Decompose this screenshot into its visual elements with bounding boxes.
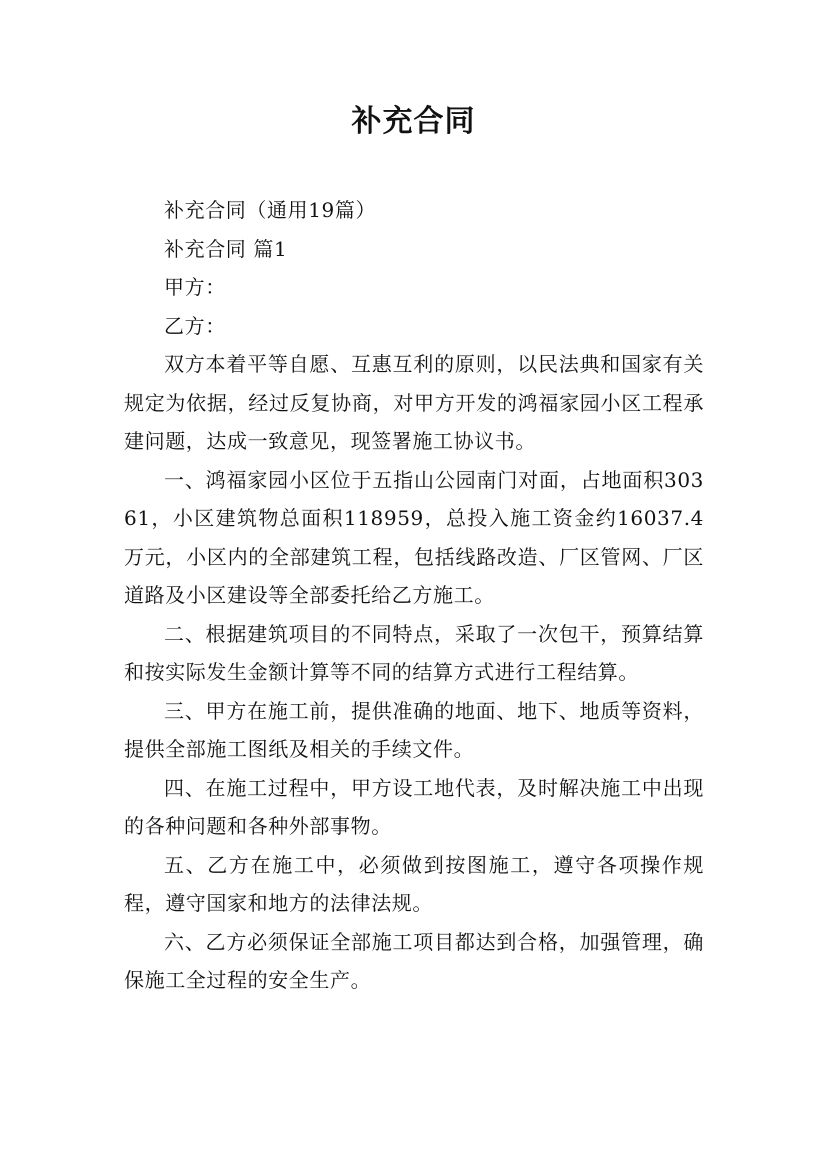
paragraph-clause-5: 五、乙方在施工中，必须做到按图施工，遵守各项操作规程，遵守国家和地方的法律法规。	[124, 852, 704, 915]
paragraph-party-b: 乙方：	[164, 313, 226, 338]
paragraph-clause-3: 三、甲方在施工前，提供准确的地面、地下、地质等资料，提供全部施工图纸及相关的手续文件。	[124, 698, 704, 761]
paragraph-subtitle: 补充合同（通用19篇）	[164, 198, 377, 222]
paragraph-section-heading: 补充合同 篇1	[164, 236, 288, 261]
paragraph-party-a: 甲方：	[164, 275, 226, 299]
paragraph-preamble: 双方本着平等自愿、互惠互利的原则，以民法典和国家有关规定为依据，经过反复协商，对甲方开发的鸿福家园小区工程承建问题，达成一致意见，现签署施工协议书。	[124, 352, 704, 453]
paragraph-clause-6: 六、乙方必须保证全部施工项目都达到合格，加强管理，确保施工全过程的安全生产。	[124, 929, 704, 992]
paragraph-clause-4: 四、在施工过程中，甲方设工地代表，及时解决施工中出现的各种问题和各种外部事物。	[124, 775, 704, 838]
document-title: 补充合同	[351, 104, 476, 139]
paragraph-clause-1: 一、鸿福家园小区位于五指山公园南门对面，占地面积30361，小区建筑物总面积118959，总投入施工资金约16037.4万元，小区内的全部建筑工程，包括线路改造、厂区管网、厂区道路及小区建设等全部委托给乙方施工。	[124, 467, 704, 607]
document-body	[124, 191, 704, 1000]
paragraph-clause-2: 二、根据建筑项目的不同特点，采取了一次包干，预算结算和按实际发生金额计算等不同的结算方式进行工程结算。	[124, 621, 704, 684]
